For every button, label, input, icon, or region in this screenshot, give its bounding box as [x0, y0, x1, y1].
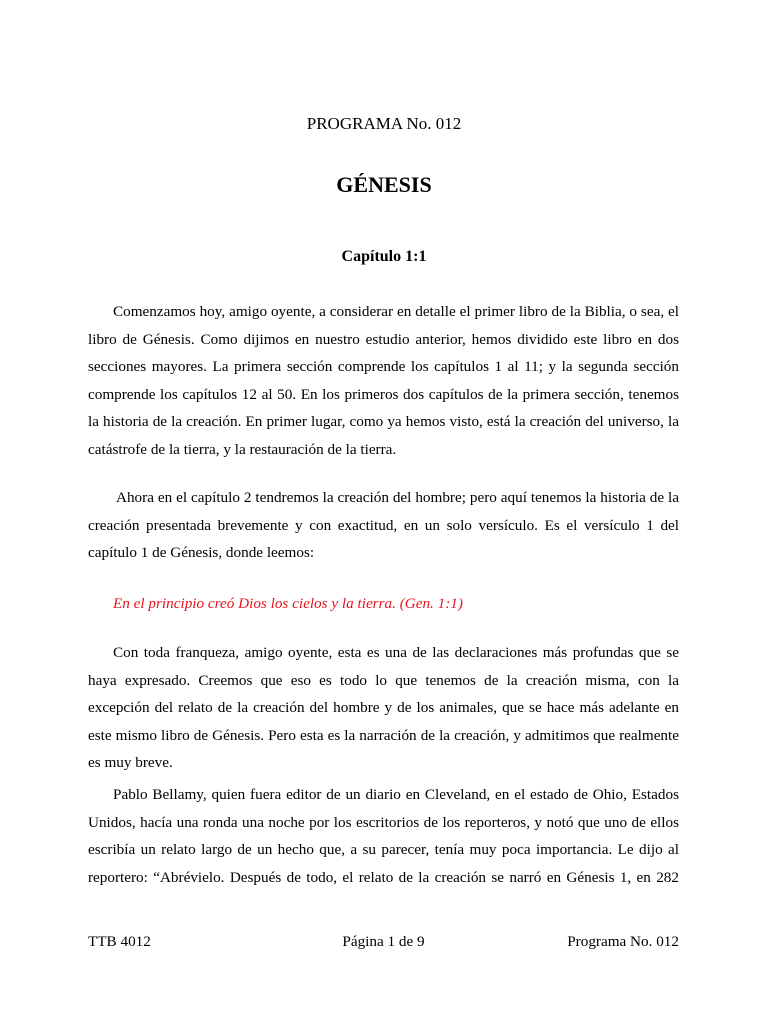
- program-heading: PROGRAMA No. 012: [306, 114, 462, 133]
- paragraph-line: escribía un relato largo de un hecho que, a su parecer, tenía muy poca importancia. Le dijo al: [88, 841, 679, 859]
- paragraph-line: reportero: “Abrévielo. Después de todo, el relato de la creación se narró en Génesis 1, en 282: [88, 868, 679, 886]
- paragraph-line: secciones mayores. La primera sección comprende los capítulos 1 al 11; y la segunda sección: [88, 358, 679, 376]
- paragraph-line: Ahora en el capítulo 2 tendremos la creación del hombre; pero aquí tenemos la historia de la: [116, 489, 679, 506]
- paragraph-bellamy: [88, 781, 679, 891]
- paragraph-intro: [88, 298, 679, 464]
- scripture-verse: En el principio creó Dios los cielos y la tierra. (Gen. 1:1): [113, 595, 463, 612]
- paragraph-line: Con toda franqueza, amigo oyente, esta es una de las declaraciones más profundas que se: [113, 644, 679, 661]
- footer-document-code: TTB 4012: [88, 933, 151, 950]
- paragraph-chapter-two: [88, 484, 679, 567]
- page-footer: [88, 930, 679, 954]
- footer-program-number: Programa No. 012: [567, 933, 679, 950]
- paragraph-line: catástrofe de la tierra, y la restauración de la tierra.: [88, 440, 397, 458]
- paragraph-line: libro de Génesis. Como dijimos en nuestro estudio anterior, hemos dividido este libro en dos: [88, 330, 679, 348]
- paragraph-line: la historia de la creación. En primer lugar, como ya hemos visto, está la creación del universo, la: [88, 413, 679, 431]
- paragraph-line: creación presentada brevemente y con exactitud, en un solo versículo. Es el versículo 1 del: [88, 516, 679, 534]
- paragraph-line: comprende los capítulos 12 al 50. En los primeros dos capítulos de la primera sección, tenemos: [88, 385, 679, 403]
- paragraph-line: Pablo Bellamy, quien fuera editor de un diario en Cleveland, en el estado de Ohio, Estados: [113, 786, 679, 803]
- paragraph-line: Unidos, hacía una ronda una noche por los escritorios de los reporteros, y notó que uno de ellos: [88, 813, 679, 831]
- chapter-heading: Capítulo 1:1: [341, 248, 427, 265]
- paragraph-line: haya expresado. Creemos que eso es todo lo que tenemos de la creación misma, con la: [88, 671, 679, 689]
- paragraph-line: excepción del relato de la creación del hombre y de los animales, que se hace más adelante en: [88, 699, 679, 717]
- paragraph-line: este mismo libro de Génesis. Pero esta es la narración de la creación, y admitimos que realmente: [88, 726, 679, 744]
- footer-page-number: Página 1 de 9: [342, 933, 425, 950]
- paragraph-line: Comenzamos hoy, amigo oyente, a considerar en detalle el primer libro de la Biblia, o sea, el: [113, 303, 679, 320]
- paragraph-franqueza: [88, 639, 679, 777]
- paragraph-line: capítulo 1 de Génesis, donde leemos:: [88, 544, 315, 562]
- paragraph-line: es muy breve.: [88, 754, 173, 772]
- book-title: GÉNESIS: [336, 172, 432, 197]
